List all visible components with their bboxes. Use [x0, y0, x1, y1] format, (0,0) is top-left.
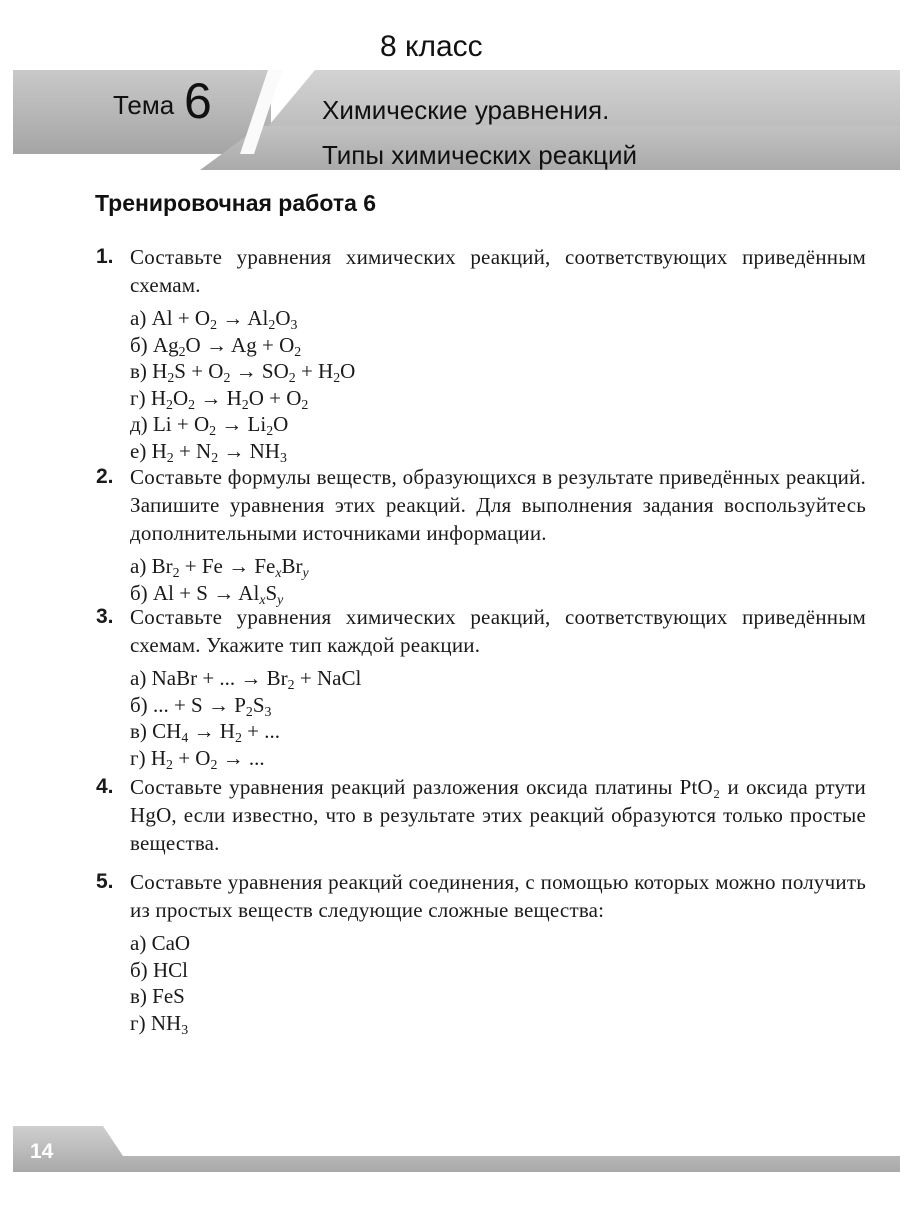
- task-text: Составьте уравнения химических реакций, соответствующих приведённым схемам. Укажите тип каждой реакции.: [130, 605, 866, 657]
- topic-title-line2: Типы химических реакций: [322, 140, 637, 170]
- list-item: д) $Li + O_2 \to Li_2O$: [130, 412, 289, 439]
- task-items: [130, 665, 866, 771]
- list-item: г) $NH_3$: [130, 1010, 189, 1037]
- list-item: а) CaO: [130, 931, 191, 955]
- list-item: в) $CH_4 \to H_2$ + ...: [130, 719, 280, 746]
- task-text: Составьте уравнения реакций соединения, с помощью которых можно получить из простых веществ следующие сложные вещества:: [130, 870, 866, 922]
- page-number: 14: [30, 1140, 54, 1163]
- task-number: 4.: [96, 775, 114, 798]
- list-item: в) $H_2S + O_2 \to SO_2 + H_2O$: [130, 359, 356, 386]
- topic-number: 6: [184, 73, 212, 129]
- list-item: б) $Ag_2O \to Ag + O_2$: [130, 332, 302, 359]
- task-5: [96, 868, 866, 1036]
- task-number: 3.: [96, 605, 114, 628]
- task-1: [96, 243, 866, 464]
- work-title: Тренировочная работа 6: [95, 190, 377, 216]
- task-text: Составьте уравнения химических реакций, соответствующих приведённым схемам.: [130, 245, 866, 297]
- topic-label: Тема: [113, 90, 175, 120]
- list-item: в) FeS: [130, 984, 185, 1008]
- task-number: 1.: [96, 245, 114, 268]
- page-edge: [902, 0, 920, 1220]
- list-item: е) $H_2 + N_2 \to NH_3$: [130, 438, 287, 465]
- list-item: а) NaBr + ... → $Br_2$ + NaCl: [130, 666, 362, 693]
- list-item: б) ... + $S \to P_2S_3$: [130, 692, 272, 719]
- task-4: [96, 773, 866, 857]
- task-items: [130, 553, 866, 606]
- task-number: 2.: [96, 465, 114, 488]
- list-item: б) $Al + S \to Al_xS_y$: [130, 580, 284, 607]
- task-text: Составьте формулы веществ, образующихся в результате приведённых реакций. Запишите уравнения этих реакций. Для выполнения задания воспользуйтесь дополнительными источниками информации.: [130, 465, 866, 545]
- task-3: [96, 603, 866, 771]
- topic-title-line1: Химические уравнения.: [322, 95, 610, 125]
- list-item: г) $H_2O_2 \to H_2O + O_2$: [130, 385, 309, 412]
- list-item: а) $Br_2 + Fe \to Fe_xBr_y$: [130, 554, 309, 581]
- task-items: [130, 930, 866, 1036]
- grade-label: 8 класс: [380, 30, 483, 63]
- task-items: [130, 305, 866, 464]
- footer-band: [13, 1126, 900, 1172]
- task-text: Составьте уравнения реакций разложения оксида платины PtO₂ и оксида ртути HgO, если известно, что в результате этих реакций образуются только простые вещества.: [130, 775, 866, 855]
- task-2: [96, 463, 866, 606]
- task-number: 5.: [96, 870, 114, 893]
- list-item: г) $H_2 + O_2$ → ...: [130, 745, 265, 772]
- list-item: а) $Al + O_2 \to Al_2O_3$: [130, 306, 298, 333]
- list-item: б) HCl: [130, 957, 188, 982]
